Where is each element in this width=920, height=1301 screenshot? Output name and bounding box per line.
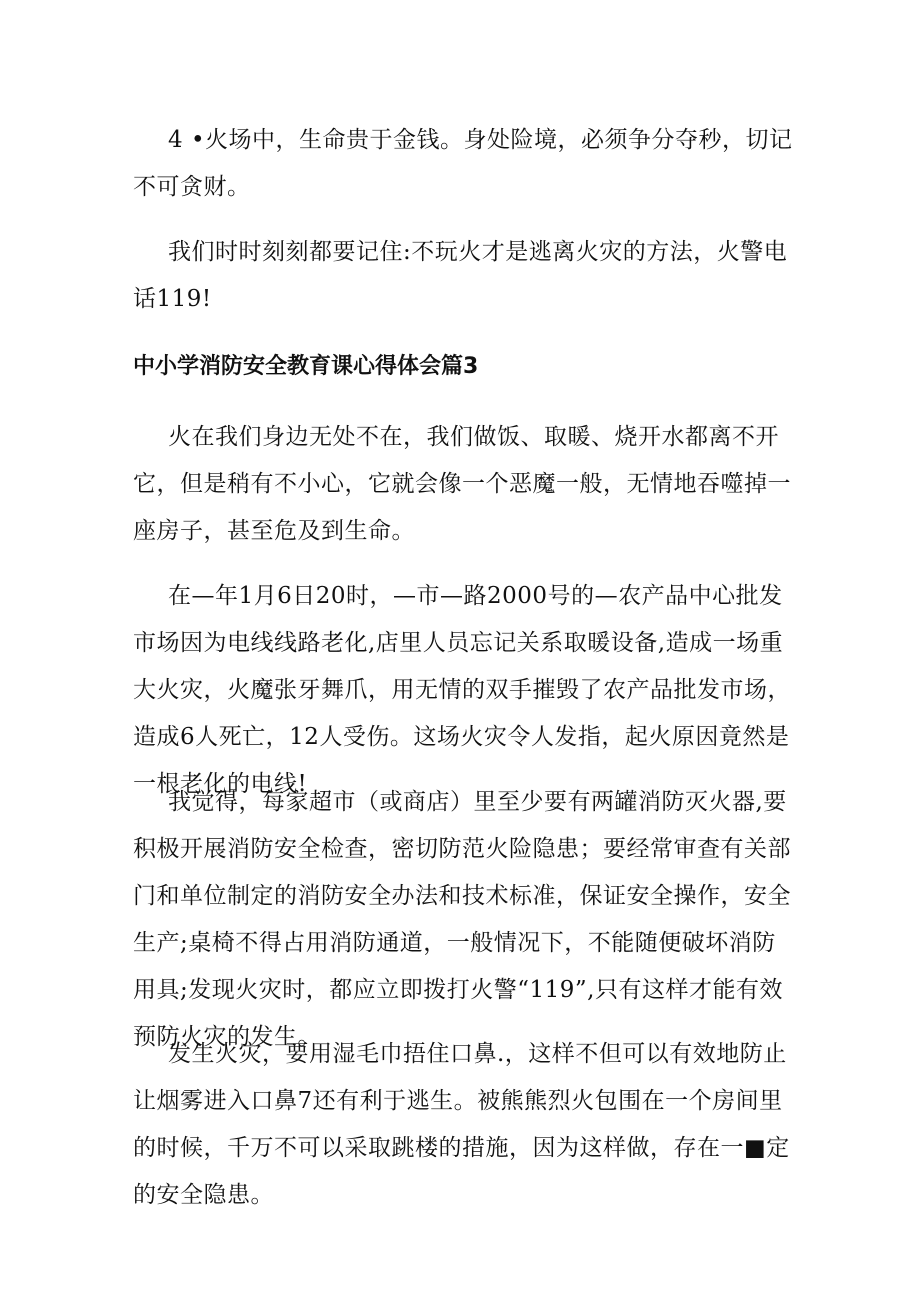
paragraph-market-fire: 在—年1月6日20时，—市—路2000号的—农产品中心批发市场因为电线线路老化,店里人员忘记关系取暖设备,造成一场重大火灾，火魔张牙舞爪，用无情的双手摧毁了农产品批发市场，造成6人死亡，12人受伤。这场火灾令人发指，起火原因竟然是一根老化的电线!: [133, 583, 791, 797]
paragraph-fire-scene-life: 4 •火场中，生命贵于金钱。身处险境，必须争分夺秒，切记不可贪财。: [133, 127, 793, 200]
paragraph-fire-hotline: 我们时时刻刻都要记住:不玩火才是逃离火灾的方法，火警电话119!: [133, 239, 788, 312]
paragraph-prevention-advice: 我觉得，每家超市（或商店）里至少要有两罐消防灭火器,要积极开展消防安全检查，密切防范火险隐患；要经常审查有关部门和单位制定的消防安全办法和技术标准，保证安全操作，安全生产;桌椅不得占用消防通道，一般情况下，不能随便破坏消防用具;发现火灾时，都应立即拨打火警“119”,只有这样才能有效预防火灾的发生。: [133, 789, 791, 1050]
paragraph-fire-everywhere: 火在我们身边无处不在，我们做饭、取暖、烧开水都离不开它，但是稍有不小心，它就会像一个恶魔一般，无情地吞噬掉一座房子，甚至危及到生命。: [133, 424, 791, 544]
paragraph-escape-advice: 发生火灾，要用湿毛巾捂住口鼻.，这样不但可以有效地防止让烟雾进入口鼻7还有利于逃生。被熊熊烈火包围在一个房间里的时候，千万不可以采取跳楼的措施，因为这样做，存在一■定的安全隐患。: [133, 1041, 790, 1208]
section-heading: 中小学消防安全教育课心得体会篇3: [133, 354, 479, 379]
